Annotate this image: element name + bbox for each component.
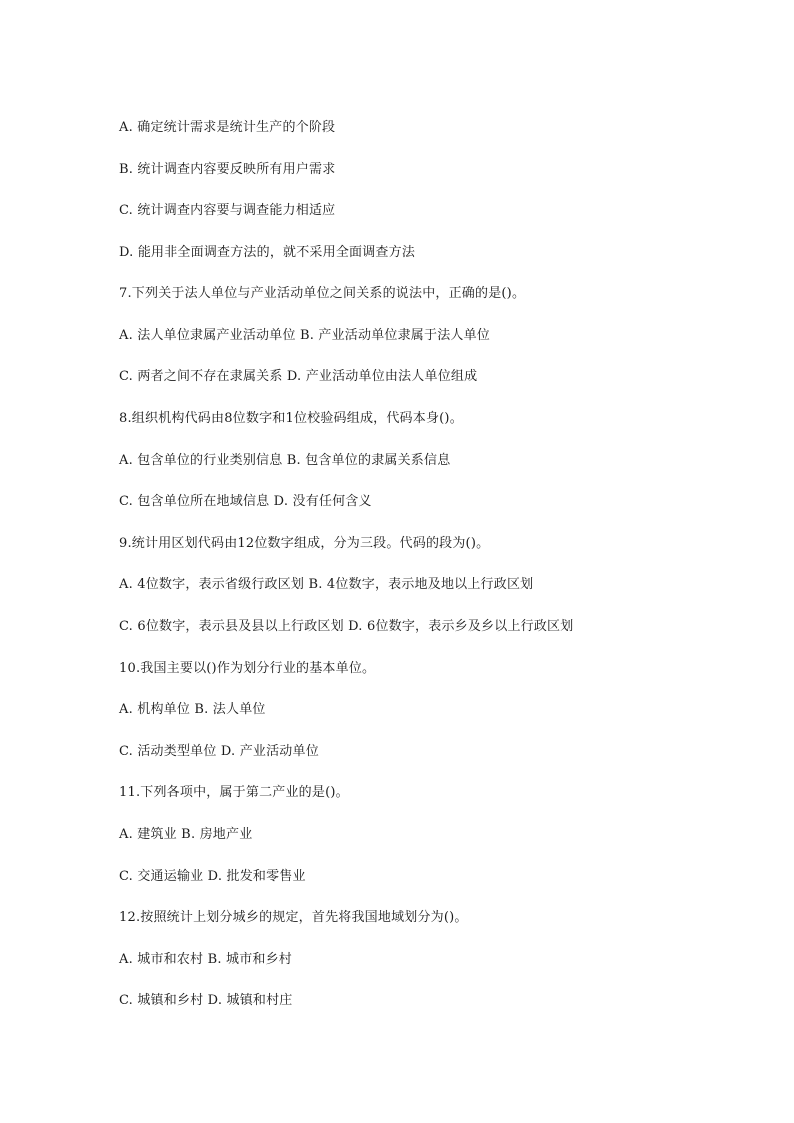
option-line: C. 包含单位所在地域信息 D. 没有任何含义 [119,494,372,509]
option-line: C. 统计调查内容要与调查能力相适应 [119,203,336,218]
question-line: 7.下列关于法人单位与产业活动单位之间关系的说法中，正确的是()。 [119,286,526,301]
question-line: 12.按照统计上划分城乡的规定，首先将我国地域划分为()。 [119,910,468,925]
option-line: C. 城镇和乡村 D. 城镇和村庄 [119,993,293,1008]
option-line: A. 城市和农村 B. 城市和乡村 [119,952,293,967]
option-line: A. 确定统计需求是统计生产的个阶段 [119,120,336,135]
option-line: C. 6位数字，表示县及县以上行政区划 D. 6位数字，表示乡及乡以上行政区划 [119,619,574,634]
question-line: 10.我国主要以()作为划分行业的基本单位。 [119,661,376,676]
option-line: A. 法人单位隶属产业活动单位 B. 产业活动单位隶属于法人单位 [119,328,491,343]
option-line: A. 4位数字，表示省级行政区划 B. 4位数字，表示地及地以上行政区划 [119,577,534,592]
question-line: 9.统计用区划代码由12位数字组成，分为三段。代码的段为()。 [119,536,490,551]
option-line: C. 交通运输业 D. 批发和零售业 [119,869,306,884]
option-line: C. 活动类型单位 D. 产业活动单位 [119,744,319,759]
option-line: A. 包含单位的行业类别信息 B. 包含单位的隶属关系信息 [119,453,451,468]
option-line: D. 能用非全面调查方法的，就不采用全面调查方法 [119,245,416,260]
option-line: C. 两者之间不存在隶属关系 D. 产业活动单位由法人单位组成 [119,369,478,384]
option-line: A. 机构单位 B. 法人单位 [119,702,266,717]
question-line: 11.下列各项中，属于第二产业的是()。 [119,785,349,800]
question-line: 8.组织机构代码由8位数字和1位校验码组成，代码本身()。 [119,411,463,426]
option-line: A. 建筑业 B. 房地产业 [119,827,253,842]
option-line: B. 统计调查内容要反映所有用户需求 [119,162,336,177]
